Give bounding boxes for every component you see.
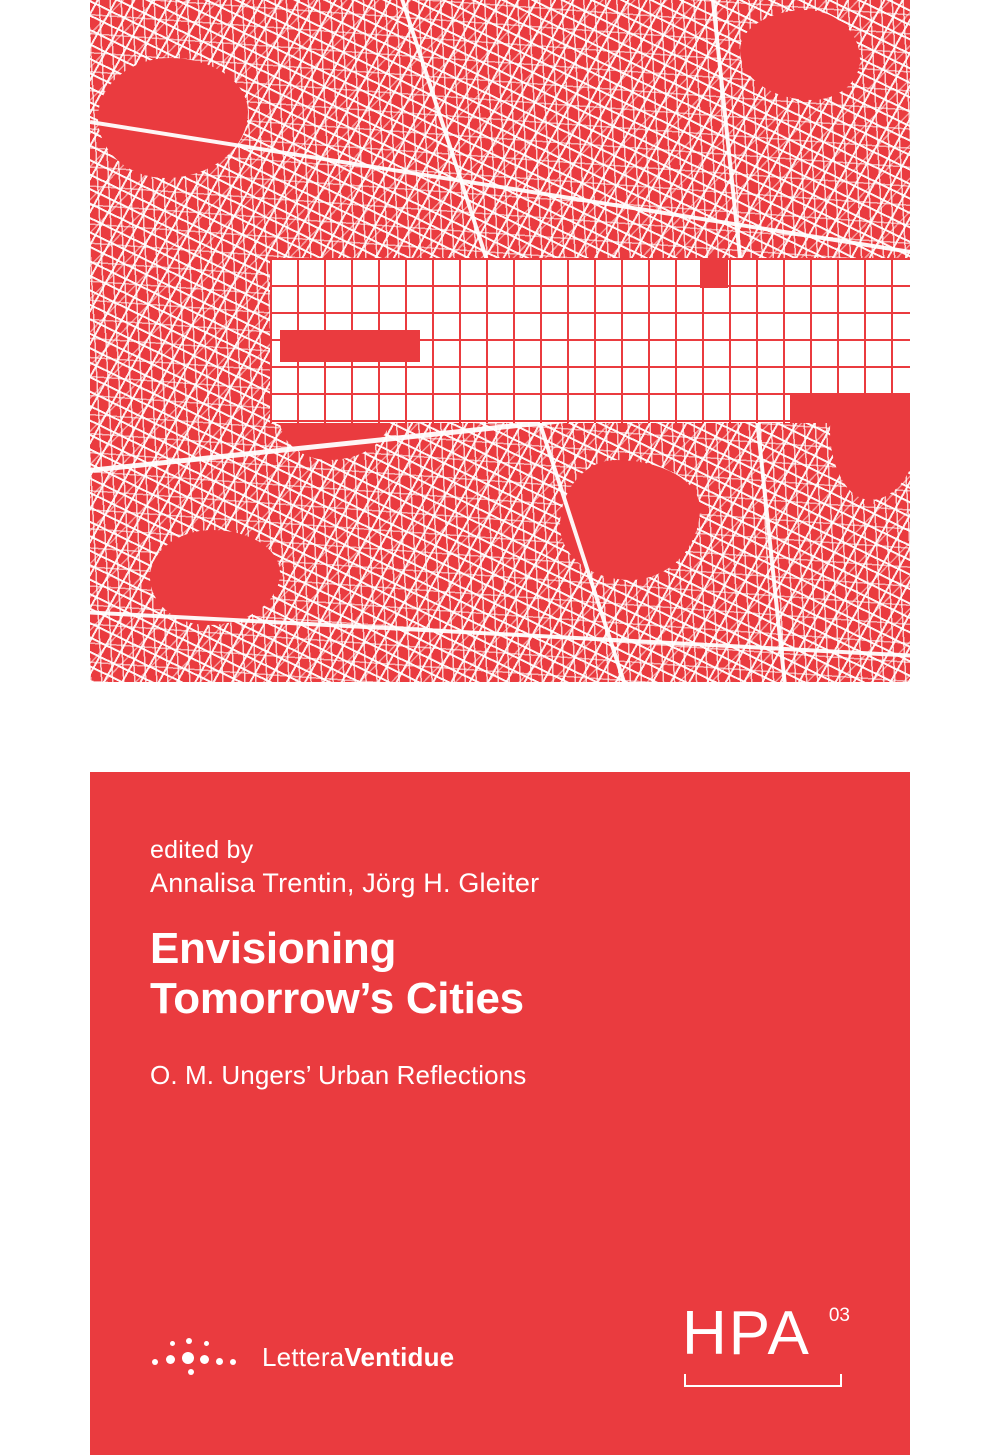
publisher-logo[interactable] (152, 1337, 454, 1377)
book-title-line-1: Envisioning (150, 924, 397, 973)
publisher-name-bold: Ventidue (344, 1341, 455, 1372)
book-subtitle: O. M. Ungers’ Urban Reflections (150, 1060, 527, 1090)
series-rule (684, 1385, 842, 1387)
series-mark: HPA (682, 1299, 811, 1368)
series-number: 03 (828, 1305, 850, 1326)
grid-notch (700, 258, 728, 288)
book-cover-panel (90, 772, 910, 1455)
series-logo (682, 1299, 852, 1395)
editors-block (150, 834, 850, 901)
grid-notch (280, 330, 420, 362)
edited-by-label: edited by (150, 836, 254, 864)
dots-logo-icon (152, 1337, 250, 1377)
series-tick (840, 1374, 842, 1387)
publisher-name (262, 1342, 454, 1373)
book-title (150, 924, 850, 1023)
series-tick (684, 1374, 686, 1387)
cover-artwork (90, 0, 910, 682)
publisher-name-light: Lettera (262, 1341, 345, 1372)
book-title-line-2: Tomorrow’s Cities (150, 973, 524, 1023)
editors-names: Annalisa Trentin, Jörg H. Gleiter (150, 868, 540, 898)
grid-notch (790, 395, 910, 423)
